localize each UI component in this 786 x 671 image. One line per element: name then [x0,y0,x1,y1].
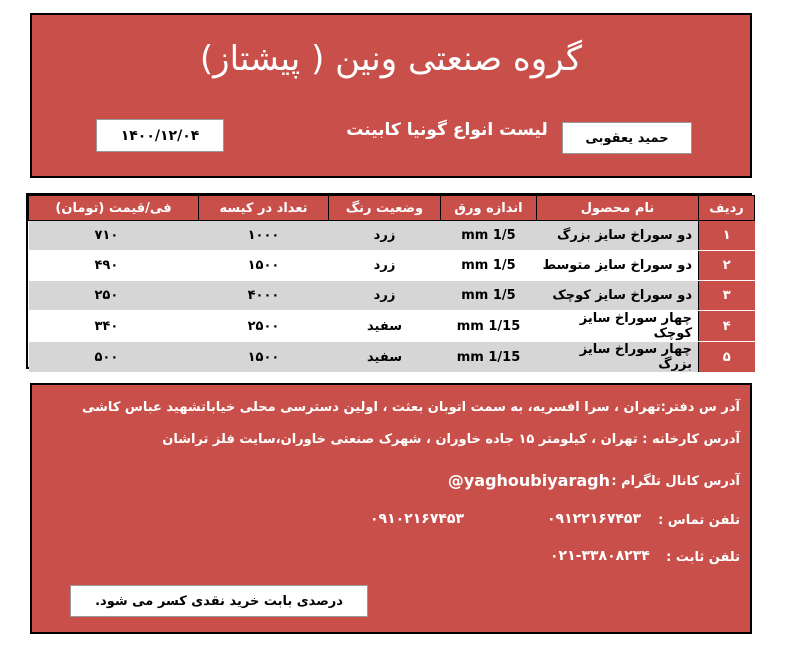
row-color: سفید [329,311,441,342]
table-row [29,251,755,281]
phone-label: تلفن تماس : [658,513,740,528]
row-product: چهار سوراخ سایز بزرگ [537,342,699,373]
landline-label: تلفن ثابت : [666,550,740,565]
row-size: mm 1/5 [441,281,537,311]
column-header-count: تعداد در کیسه [199,196,329,221]
contact-panel [30,383,752,634]
row-color: زرد [329,221,441,251]
column-header-index: ردیف [699,196,755,221]
row-size: mm 1/5 [441,221,537,251]
discount-note: درصدی بابت خرید نقدی کسر می شود. [70,585,368,617]
row-index: ۵ [699,342,755,373]
row-price: ۷۱۰ [29,221,199,251]
row-price: ۵۰۰ [29,342,199,373]
row-price: ۴۹۰ [29,251,199,281]
column-header-color: وضعیت رنگ [329,196,441,221]
list-subtitle: لیست انواع گونیا کابینت [346,120,548,140]
office-address: آدر س دفتر:تهران ، سرا افسریه، به سمت اتوبان بعثت ، اولین دسترسی محلی خیاباتشهید عباس کاشی [82,400,740,415]
table-row [29,311,755,342]
phone-number-2: ۰۹۱۰۲۱۶۷۴۵۳ [370,511,464,527]
row-price: ۲۵۰ [29,281,199,311]
table-row [29,342,755,373]
column-header-product: نام محصول [537,196,699,221]
customer-name-label: حمید یعقوبی [562,122,692,154]
company-title: گروه صنعتی ونین ( پیشتاز) [199,39,583,79]
row-color: سفید [329,342,441,373]
row-count: ۴۰۰۰ [199,281,329,311]
row-price: ۳۴۰ [29,311,199,342]
row-count: ۲۵۰۰ [199,311,329,342]
row-count: ۱۰۰۰ [199,221,329,251]
row-color: زرد [329,281,441,311]
row-size: mm 1/15 [441,311,537,342]
row-product: دو سوراخ سایز کوچک [537,281,699,311]
table-row [29,281,755,311]
row-count: ۱۵۰۰ [199,342,329,373]
column-header-sheet-size: اندازه ورق [441,196,537,221]
table-header-row [29,196,755,221]
row-index: ۳ [699,281,755,311]
row-product: چهار سوراخ سایز کوچک [537,311,699,342]
price-table [26,193,752,372]
phone-number-1: ۰۹۱۲۲۱۶۷۴۵۳ [547,511,641,527]
row-size: mm 1/15 [441,342,537,373]
landline-number: ۰۲۱-۳۳۸۰۸۲۳۴ [550,548,650,564]
row-index: ۴ [699,311,755,342]
row-count: ۱۵۰۰ [199,251,329,281]
date-label: ۱۴۰۰/۱۲/۰۴ [96,119,224,152]
price-table-grid [28,195,755,373]
row-index: ۲ [699,251,755,281]
header-panel [30,13,752,178]
row-index: ۱ [699,221,755,251]
factory-address: آدرس کارخانه : تهران ، کیلومتر ۱۵ جاده خاوران ، شهرک صنعتی خاوران،سایت فلز تراشان [162,432,740,447]
row-product: دو سوراخ سایز متوسط [537,251,699,281]
row-product: دو سوراخ سایز بزرگ [537,221,699,251]
table-row [29,221,755,251]
column-header-price: فی/قیمت (تومان) [29,196,199,221]
telegram-label: آدرس کانال تلگرام : [611,474,740,489]
telegram-handle: @yaghoubiyaragh [447,471,610,490]
row-size: mm 1/5 [441,251,537,281]
row-color: زرد [329,251,441,281]
